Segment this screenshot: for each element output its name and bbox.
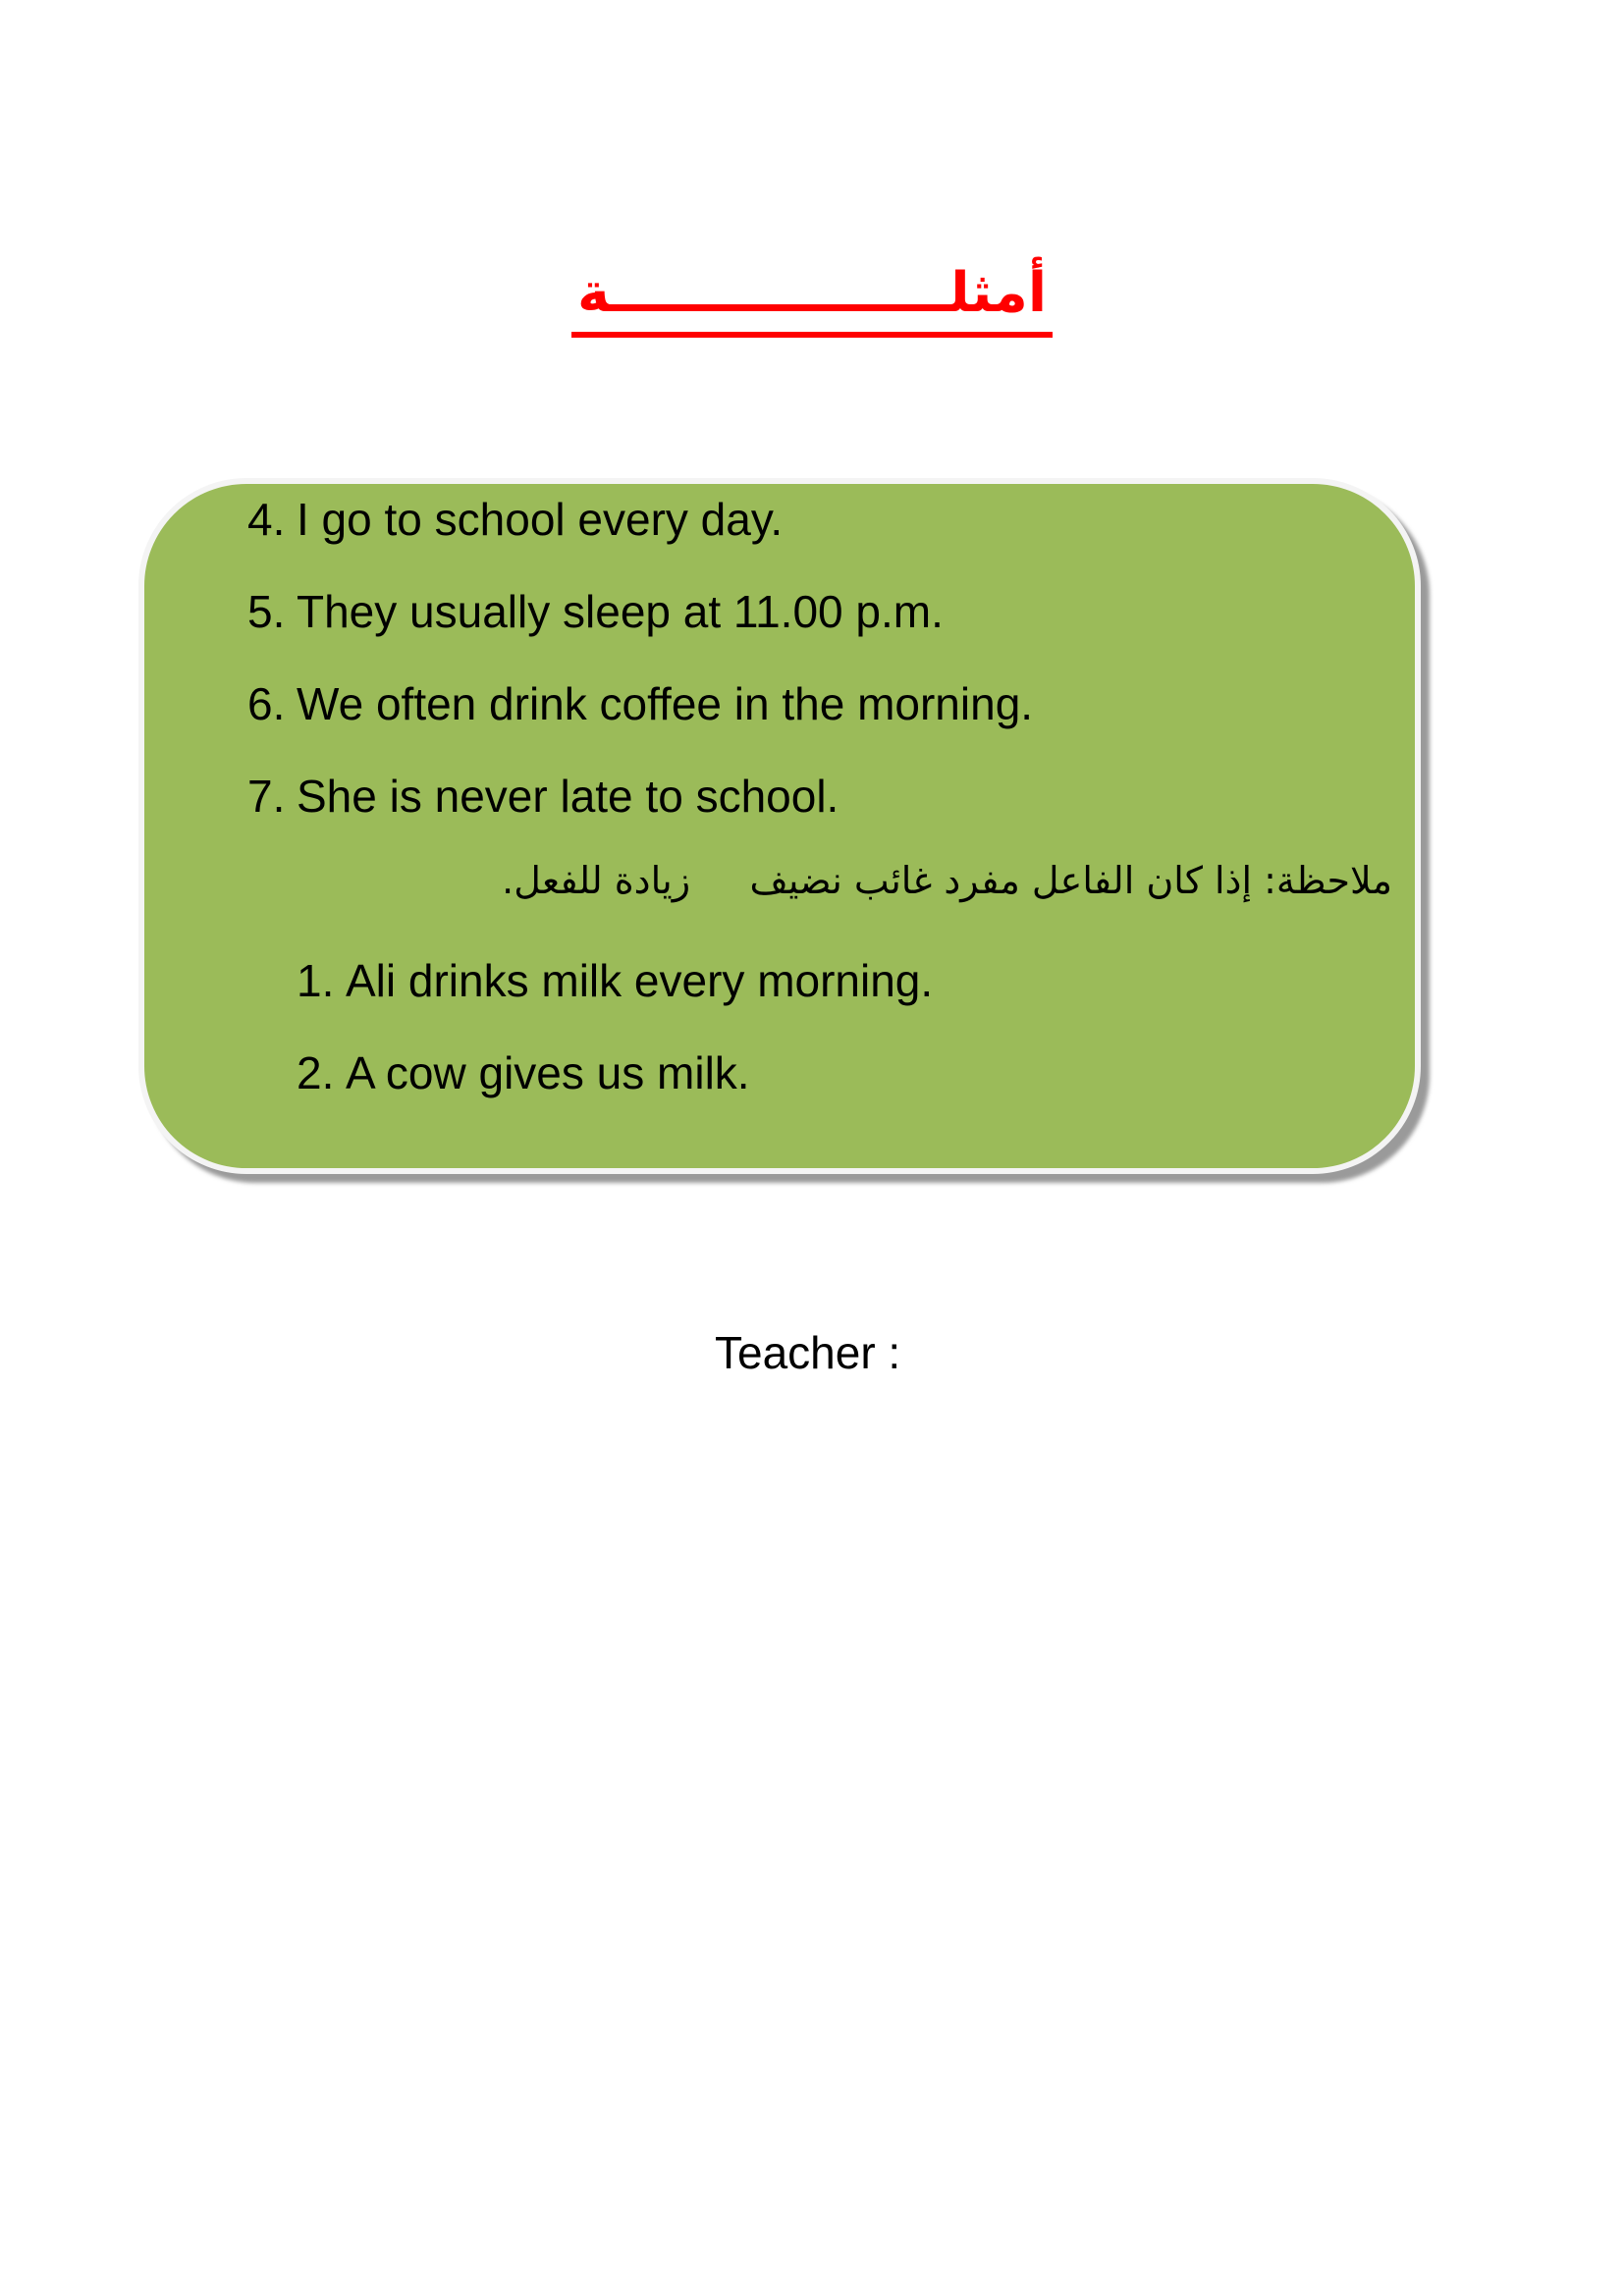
example-item-7	[247, 771, 839, 822]
example-item-4	[247, 494, 784, 545]
title-text: أمثلــــــــــــــــــة	[571, 263, 1053, 338]
example-text: She is never late to school.	[297, 771, 839, 822]
example-text: We often drink coffee in the morning.	[297, 678, 1034, 729]
sub-example-number: 2.	[297, 1047, 335, 1098]
sub-example-item-1	[297, 955, 934, 1006]
example-number: 5.	[247, 586, 286, 637]
teacher-label: Teacher :	[715, 1327, 901, 1378]
example-number: 7.	[247, 771, 286, 822]
example-text: They usually sleep at 11.00 p.m.	[297, 586, 944, 637]
sub-example-text: A cow gives us milk.	[346, 1047, 750, 1098]
sub-example-number: 1.	[297, 955, 335, 1006]
page-title	[0, 263, 1624, 338]
grammar-note: ملاحظة: إذا كان الفاعل مفرد غائب نضيف زيادة للفعل.	[502, 859, 1392, 902]
example-number: 6.	[247, 678, 286, 729]
example-item-6	[247, 678, 1034, 729]
sub-example-item-2	[297, 1047, 750, 1098]
sub-example-text: Ali drinks milk every morning.	[346, 955, 934, 1006]
example-number: 4.	[247, 494, 286, 545]
example-item-5	[247, 586, 944, 637]
example-text: I go to school every day.	[297, 494, 784, 545]
